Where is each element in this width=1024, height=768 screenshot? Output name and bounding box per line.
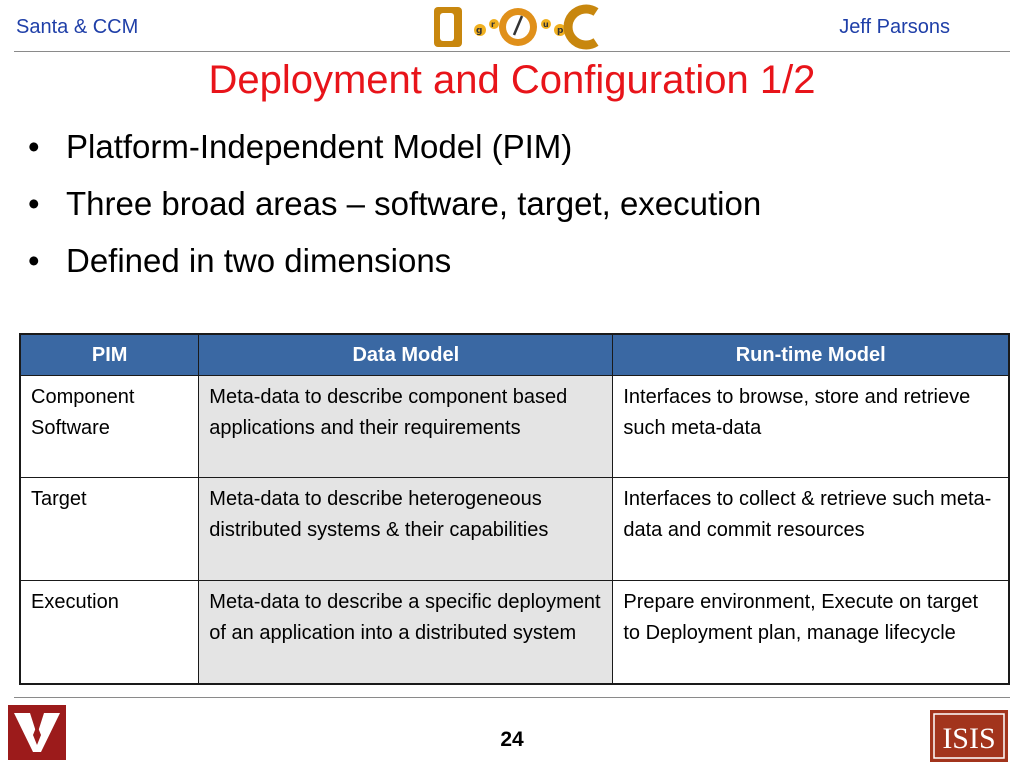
doc-group-logo-icon bbox=[432, 2, 602, 52]
pim-table bbox=[19, 333, 1010, 685]
bullet-item bbox=[28, 118, 761, 175]
bullet-glyph: • bbox=[28, 242, 40, 279]
table-cell: Meta-data to describe component based applications and their requirements bbox=[199, 376, 613, 478]
bullet-text: Three broad areas – software, target, execution bbox=[66, 185, 762, 222]
bullet-item bbox=[28, 232, 761, 289]
logo-letter-u: u bbox=[543, 20, 549, 29]
slide-title: Deployment and Configuration 1/2 bbox=[208, 58, 816, 102]
column-header-runtime-model: Run-time Model bbox=[613, 334, 1009, 376]
table-cell: Meta-data to describe a specific deployment of an application into a distributed system bbox=[199, 581, 613, 684]
header-author-name: Jeff Parsons bbox=[839, 16, 950, 38]
table-row bbox=[20, 478, 1009, 581]
isis-logo-icon bbox=[930, 710, 1008, 762]
header-course-label: Santa & CCM bbox=[16, 16, 139, 38]
bullet-glyph: • bbox=[28, 185, 40, 222]
footer-divider bbox=[14, 697, 1010, 698]
table-cell: Component Software bbox=[20, 376, 199, 478]
column-header-data-model: Data Model bbox=[199, 334, 613, 376]
page-number: 24 bbox=[500, 728, 524, 751]
table-cell: Prepare environment, Execute on target to Deployment plan, manage lifecycle bbox=[613, 581, 1009, 684]
header-divider bbox=[14, 51, 1010, 52]
bullet-text: Platform-Independent Model (PIM) bbox=[66, 128, 573, 165]
table-cell: Execution bbox=[20, 581, 199, 684]
logo-letter-g: g bbox=[476, 26, 483, 36]
table-cell: Meta-data to describe heterogeneous distributed systems & their capabilities bbox=[199, 478, 613, 581]
logo-letter-p: p bbox=[557, 26, 564, 36]
bullet-item bbox=[28, 175, 761, 232]
table-header-row bbox=[20, 334, 1009, 376]
table-row bbox=[20, 376, 1009, 478]
isis-logo-text: ISIS bbox=[942, 722, 996, 755]
bullet-text: Defined in two dimensions bbox=[66, 242, 452, 279]
bullet-glyph: • bbox=[28, 128, 40, 165]
table-row bbox=[20, 581, 1009, 684]
table-cell: Interfaces to collect & retrieve such meta-data and commit resources bbox=[613, 478, 1009, 581]
table-cell: Target bbox=[20, 478, 199, 581]
table-cell: Interfaces to browse, store and retrieve such meta-data bbox=[613, 376, 1009, 478]
bullet-list bbox=[28, 118, 761, 289]
logo-letter-r: r bbox=[491, 20, 495, 29]
column-header-pim: PIM bbox=[20, 334, 199, 376]
